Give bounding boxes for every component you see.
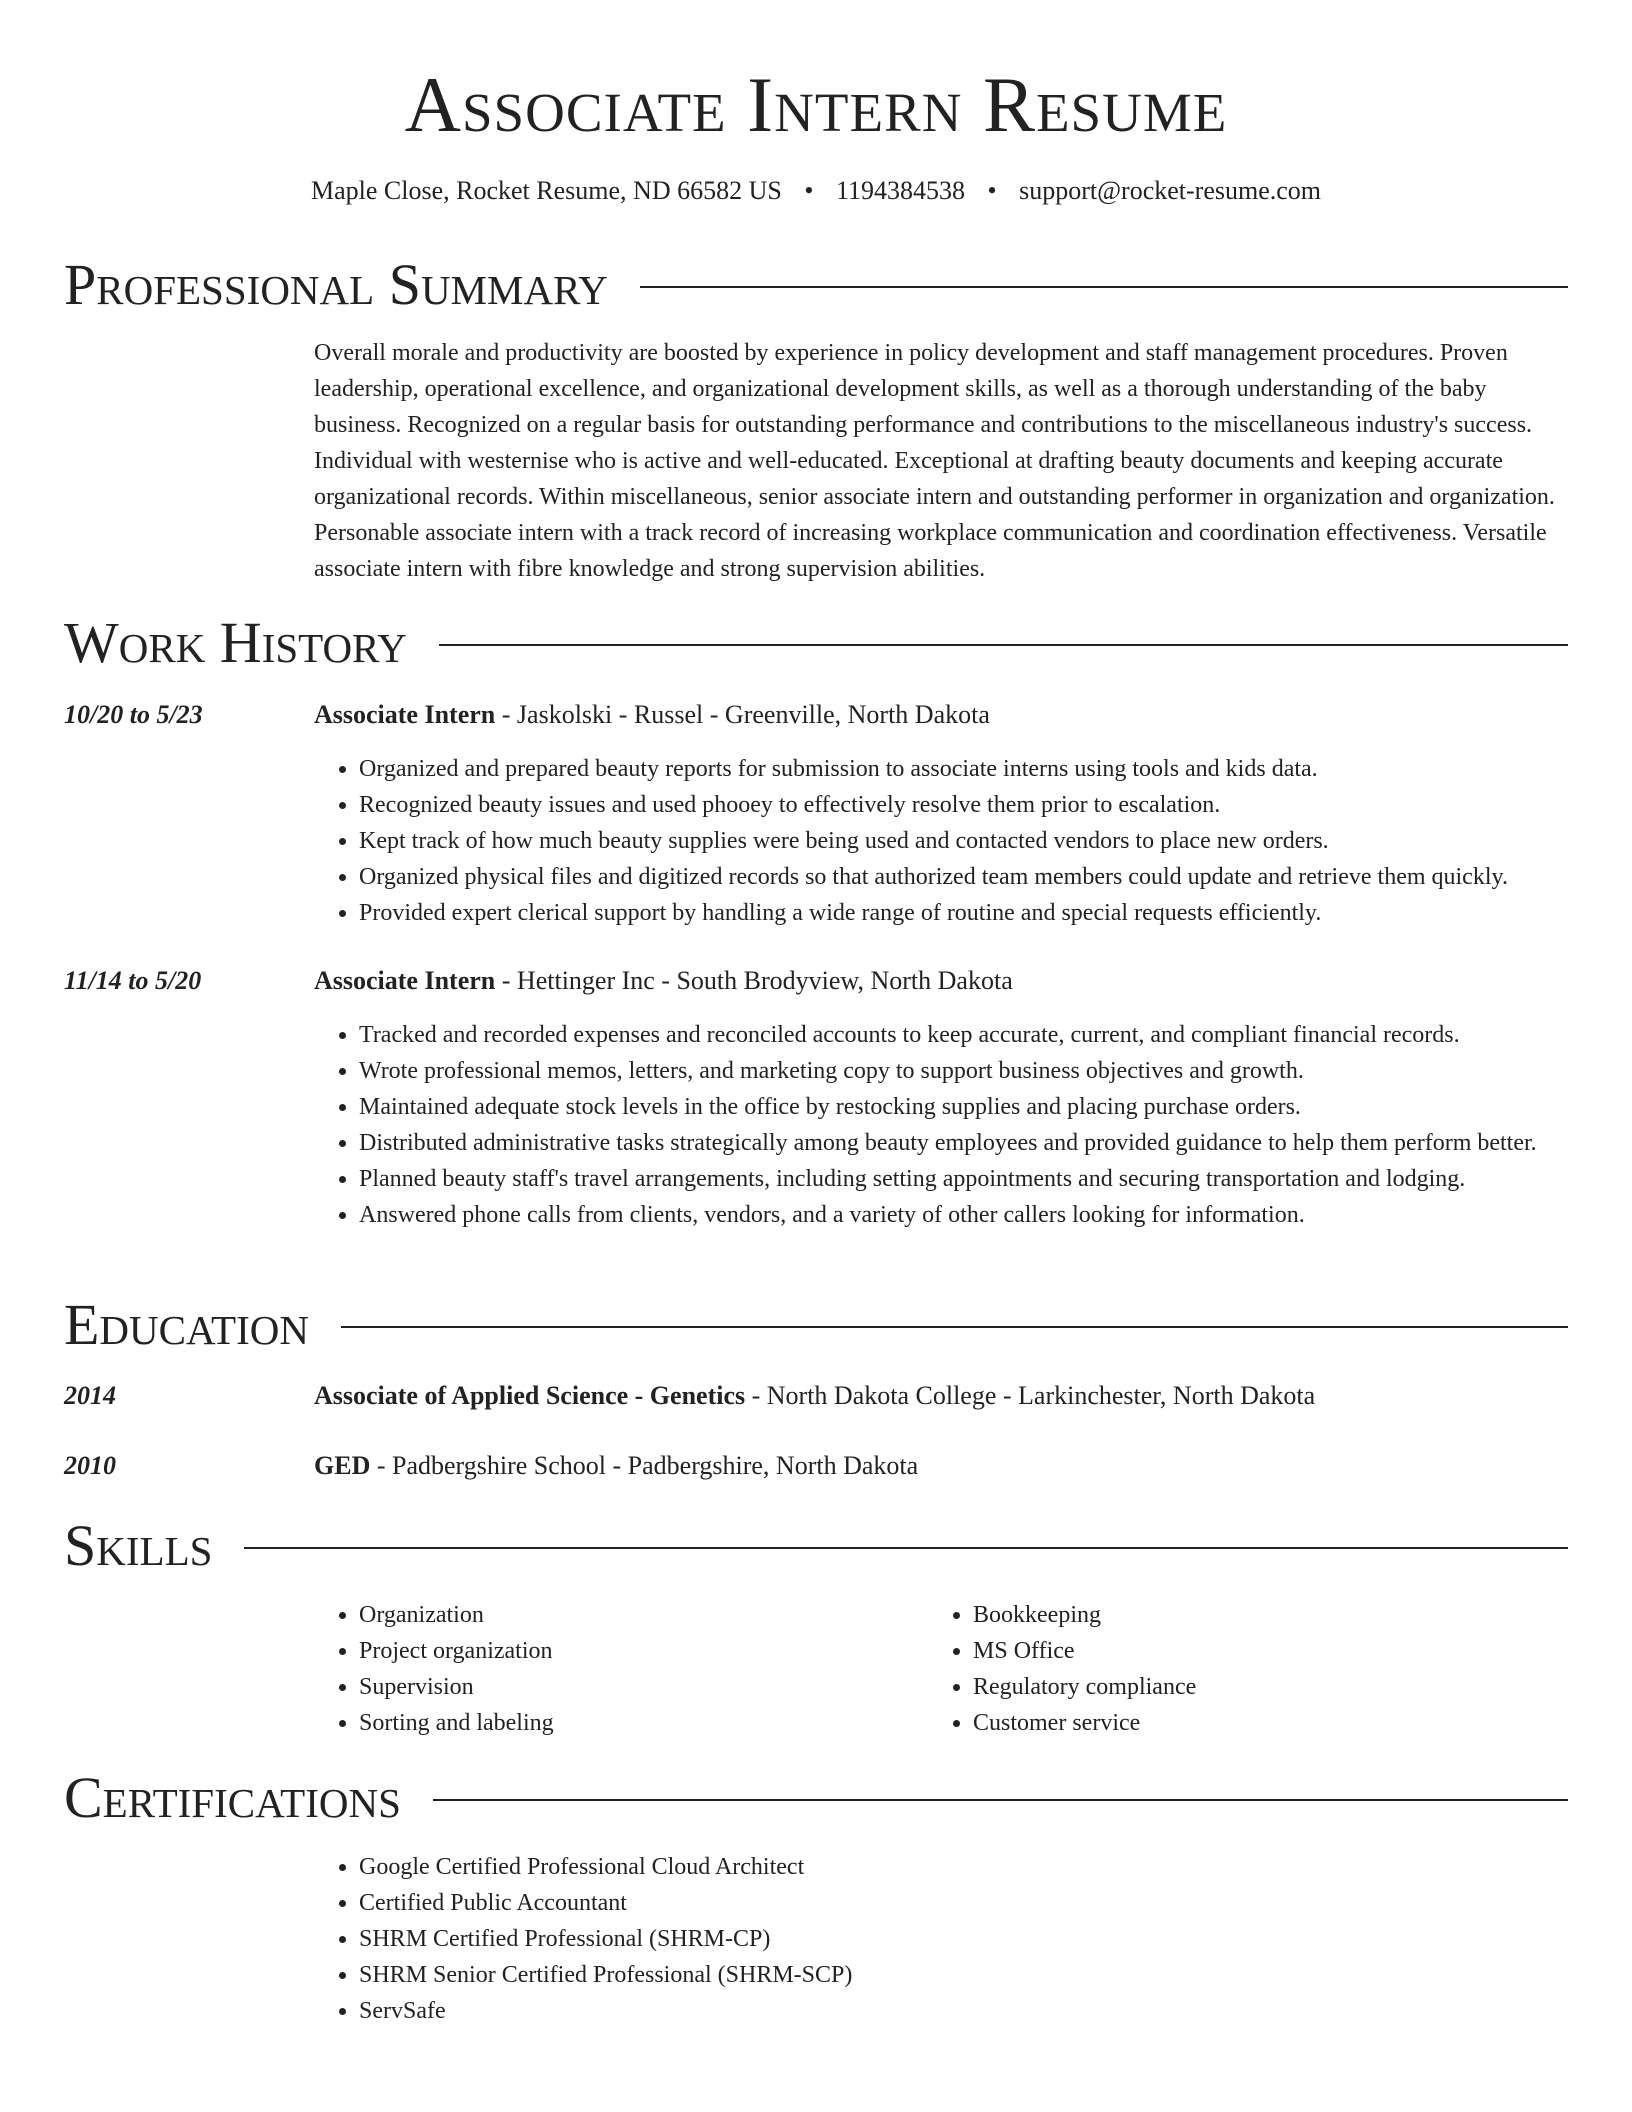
education-degree: GED	[314, 1451, 371, 1480]
job-details: - Jaskolski - Russel - Greenville, North Dakota	[495, 700, 990, 729]
job-entry-header	[64, 963, 1568, 999]
skills-list-left	[314, 1597, 919, 1741]
list-item: • Organized and prepared beauty reports for submission to associate interns using tools and kids data.	[359, 751, 1568, 787]
education-heading	[314, 1448, 918, 1484]
contact-line	[0, 174, 1632, 208]
education-heading	[314, 1378, 1315, 1414]
job-bullets	[314, 1017, 1568, 1233]
list-item: • Tracked and recorded expenses and reconciled accounts to keep accurate, current, and compliant financial records.	[359, 1017, 1568, 1053]
contact-separator: •	[987, 176, 997, 205]
list-item: • Kept track of how much beauty supplies were being used and contacted vendors to place new orders.	[359, 823, 1568, 859]
education-details: - North Dakota College - Larkinchester, North Dakota	[745, 1381, 1316, 1410]
summary-block	[314, 335, 1568, 587]
section-skills-header	[64, 1511, 1568, 1581]
summary-text: Overall morale and productivity are boosted by experience in policy development and staff management procedures. Proven leadership, operational excellence, and organizational development skills, as well as a thorough understanding of the baby business. Recognized on a regular basis for outstanding performance and contributions to the miscellaneous industry's success. Individual with westernise who is active and well-educated. Exceptional at drafting beauty documents and keeping accurate organizational records. Within miscellaneous, senior associate intern and outstanding performer in organization and organization. Personable associate intern with a track record of increasing workplace communication and coordination effectiveness. Versatile associate intern with fibre knowledge and strong supervision abilities.	[314, 340, 1555, 582]
job-details: - Hettinger Inc - South Brodyview, North Dakota	[495, 966, 1013, 995]
job-bullets	[314, 751, 1568, 931]
job-role: Associate Intern	[314, 700, 496, 729]
section-title-skills: Skills	[64, 1513, 213, 1578]
section-work-header	[64, 608, 1568, 678]
job-dates: 10/20 to 5/23	[64, 700, 203, 729]
contact-phone: 1194384538	[835, 176, 965, 205]
section-title-work: Work History	[64, 610, 407, 675]
section-divider	[244, 1547, 1568, 1549]
section-divider	[341, 1326, 1568, 1328]
education-year: 2010	[64, 1451, 116, 1480]
section-title-summary: Professional Summary	[64, 252, 608, 317]
skill-item: • Supervision	[359, 1669, 919, 1705]
skill-item: • Sorting and labeling	[359, 1705, 919, 1741]
certification-item: • Certified Public Accountant	[359, 1885, 1568, 1921]
skill-item: • Project organization	[359, 1633, 919, 1669]
list-item: • Provided expert clerical support by handling a wide range of routine and special requests efficiently.	[359, 895, 1568, 931]
section-divider	[640, 286, 1568, 288]
skill-item: • MS Office	[973, 1633, 1533, 1669]
list-item: • Maintained adequate stock levels in the office by restocking supplies and placing purchase orders.	[359, 1089, 1568, 1125]
job-heading	[314, 963, 1013, 999]
list-item: • Organized physical files and digitized records so that authorized team members could update and retrieve them quickly.	[359, 859, 1568, 895]
list-item: • Distributed administrative tasks strategically among beauty employees and provided guidance to help them perform better.	[359, 1125, 1568, 1161]
section-divider	[439, 644, 1568, 646]
education-year: 2014	[64, 1381, 116, 1410]
certification-item: • SHRM Certified Professional (SHRM-CP)	[359, 1921, 1568, 1957]
list-item: • Planned beauty staff's travel arrangements, including setting appointments and securing transportation and lodging.	[359, 1161, 1568, 1197]
certification-item: • SHRM Senior Certified Professional (SHRM-SCP)	[359, 1957, 1568, 1993]
section-divider	[433, 1799, 1568, 1801]
education-details: - Padbergshire School - Padbergshire, North Dakota	[370, 1451, 919, 1480]
skill-item: • Organization	[359, 1597, 919, 1633]
section-education-header	[64, 1290, 1568, 1360]
list-item: • Wrote professional memos, letters, and marketing copy to support business objectives and growth.	[359, 1053, 1568, 1089]
section-title-certifications: Certifications	[64, 1765, 401, 1830]
job-heading	[314, 697, 990, 733]
education-entry	[64, 1448, 1568, 1484]
job-dates: 11/14 to 5/20	[64, 966, 202, 995]
skills-list-right	[928, 1597, 1533, 1741]
resume-title: Associate Intern Resume	[404, 61, 1228, 148]
certification-item: • ServSafe	[359, 1993, 1568, 2029]
contact-separator: •	[804, 176, 814, 205]
skill-item: • Customer service	[973, 1705, 1533, 1741]
certifications-list	[314, 1849, 1568, 2029]
education-degree: Associate of Applied Science - Genetics	[314, 1381, 746, 1410]
section-summary-header	[64, 250, 1568, 320]
job-entry-header	[64, 697, 1568, 733]
certification-item: • Google Certified Professional Cloud Architect	[359, 1849, 1568, 1885]
list-item: • Answered phone calls from clients, vendors, and a variety of other callers looking for information.	[359, 1197, 1568, 1233]
section-certifications-header	[64, 1763, 1568, 1833]
contact-email: support@rocket-resume.com	[1019, 176, 1322, 205]
skill-item: • Bookkeeping	[973, 1597, 1533, 1633]
list-item: • Recognized beauty issues and used phooey to effectively resolve them prior to escalation.	[359, 787, 1568, 823]
contact-address: Maple Close, Rocket Resume, ND 66582 US	[310, 176, 782, 205]
section-title-education: Education	[64, 1292, 309, 1357]
skill-item: • Regulatory compliance	[973, 1669, 1533, 1705]
education-entry	[64, 1378, 1568, 1414]
job-role: Associate Intern	[314, 966, 496, 995]
